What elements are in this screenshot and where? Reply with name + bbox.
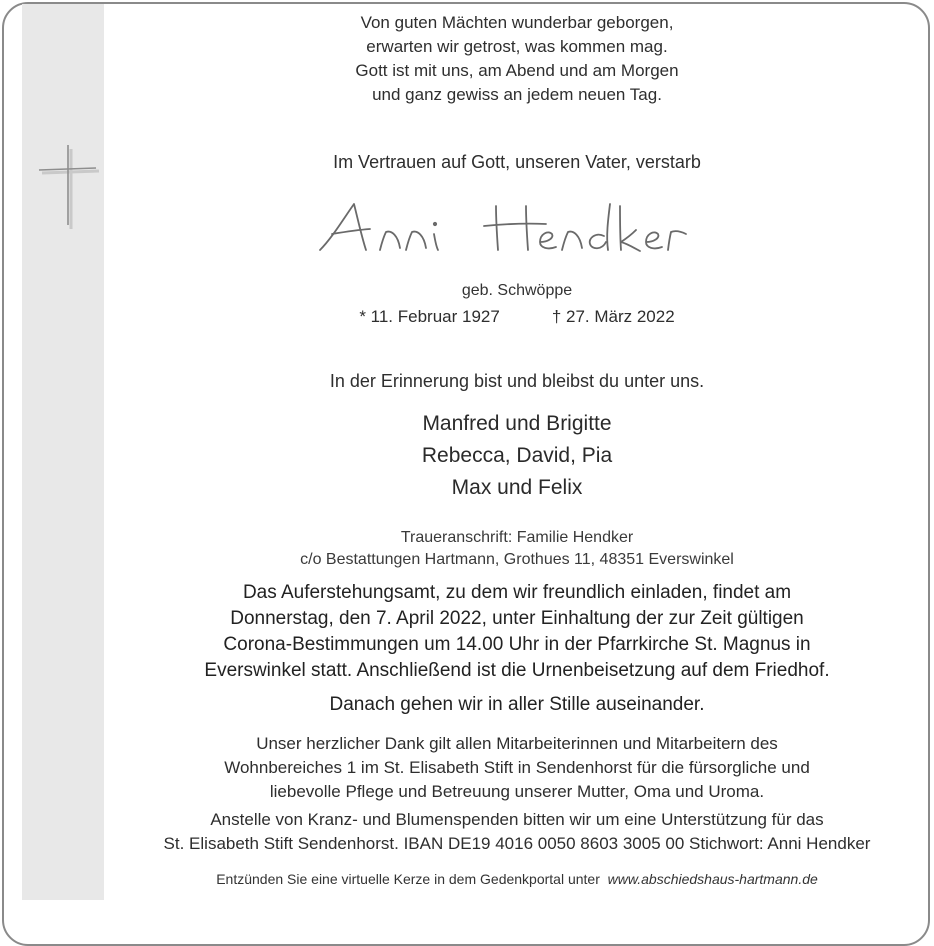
service-line: Donnerstag, den 7. April 2022, unter Einhaltung der zur Zeit gültigen: [230, 608, 804, 629]
birth-date: * 11. Februar 1927: [359, 307, 500, 326]
footer-text: Entzünden Sie eine virtuelle Kerze in dem Gedenkportal unter: [216, 871, 600, 887]
thanks-line: liebevolle Pflege und Betreuung unserer Mutter, Oma und Uroma.: [269, 782, 765, 801]
donation-line: St. Elisabeth Stift Sendenhorst. IBAN DE19 4016 0050 8603 3005 00 Stichwort: Anni Hendker: [163, 834, 871, 853]
afterwards-line: Danach gehen wir in aller Stille auseinander.: [329, 694, 705, 715]
poem-line: und ganz gewiss an jedem neuen Tag.: [372, 85, 662, 104]
obituary-content: [104, 0, 930, 900]
death-date: † 27. März 2022: [551, 307, 675, 326]
donation-line: Anstelle von Kranz- und Blumenspenden bitten wir um eine Unterstützung für das: [210, 810, 824, 829]
footer-url-link[interactable]: www.abschiedshaus-hartmann.de: [607, 871, 818, 887]
thanks-line: Unser herzlicher Dank gilt allen Mitarbeiterinnen und Mitarbeitern des: [256, 734, 778, 753]
poem-line: Gott ist mit uns, am Abend und am Morgen: [355, 61, 679, 80]
intro-text: Im Vertrauen auf Gott, unseren Vater, verstarb: [333, 152, 701, 172]
service-line: Everswinkel statt. Anschließend ist die Urnenbeisetzung auf dem Friedhof.: [204, 660, 830, 681]
address-line: Traueranschrift: Familie Hendker: [400, 529, 634, 546]
family-member: Manfred und Brigitte: [422, 412, 612, 435]
memory-line: In der Erinnerung bist und bleibst du unter uns.: [329, 371, 705, 391]
service-line: Corona-Bestimmungen um 14.00 Uhr in der Pfarrkirche St. Magnus in: [223, 634, 811, 655]
birth-name: geb. Schwöppe: [461, 282, 573, 299]
cross-icon: [37, 143, 101, 243]
thanks-line: Wohnbereiches 1 im St. Elisabeth Stift in Sendenhorst für die fürsorgliche und: [224, 758, 810, 777]
deceased-name-script: [314, 198, 724, 268]
family-member: Max und Felix: [451, 476, 583, 499]
poem-line: erwarten wir getrost, was kommen mag.: [366, 37, 668, 56]
life-dates: [104, 307, 930, 327]
poem-line: Von guten Mächten wunderbar geborgen,: [360, 13, 674, 32]
address-line: c/o Bestattungen Hartmann, Grothues 11, 48351 Everswinkel: [300, 551, 734, 568]
sidebar-band: [22, 4, 104, 900]
family-member: Rebecca, David, Pia: [421, 444, 613, 467]
service-line: Das Auferstehungsamt, zu dem wir freundlich einladen, findet am: [242, 582, 792, 603]
footer-line: [104, 871, 930, 887]
